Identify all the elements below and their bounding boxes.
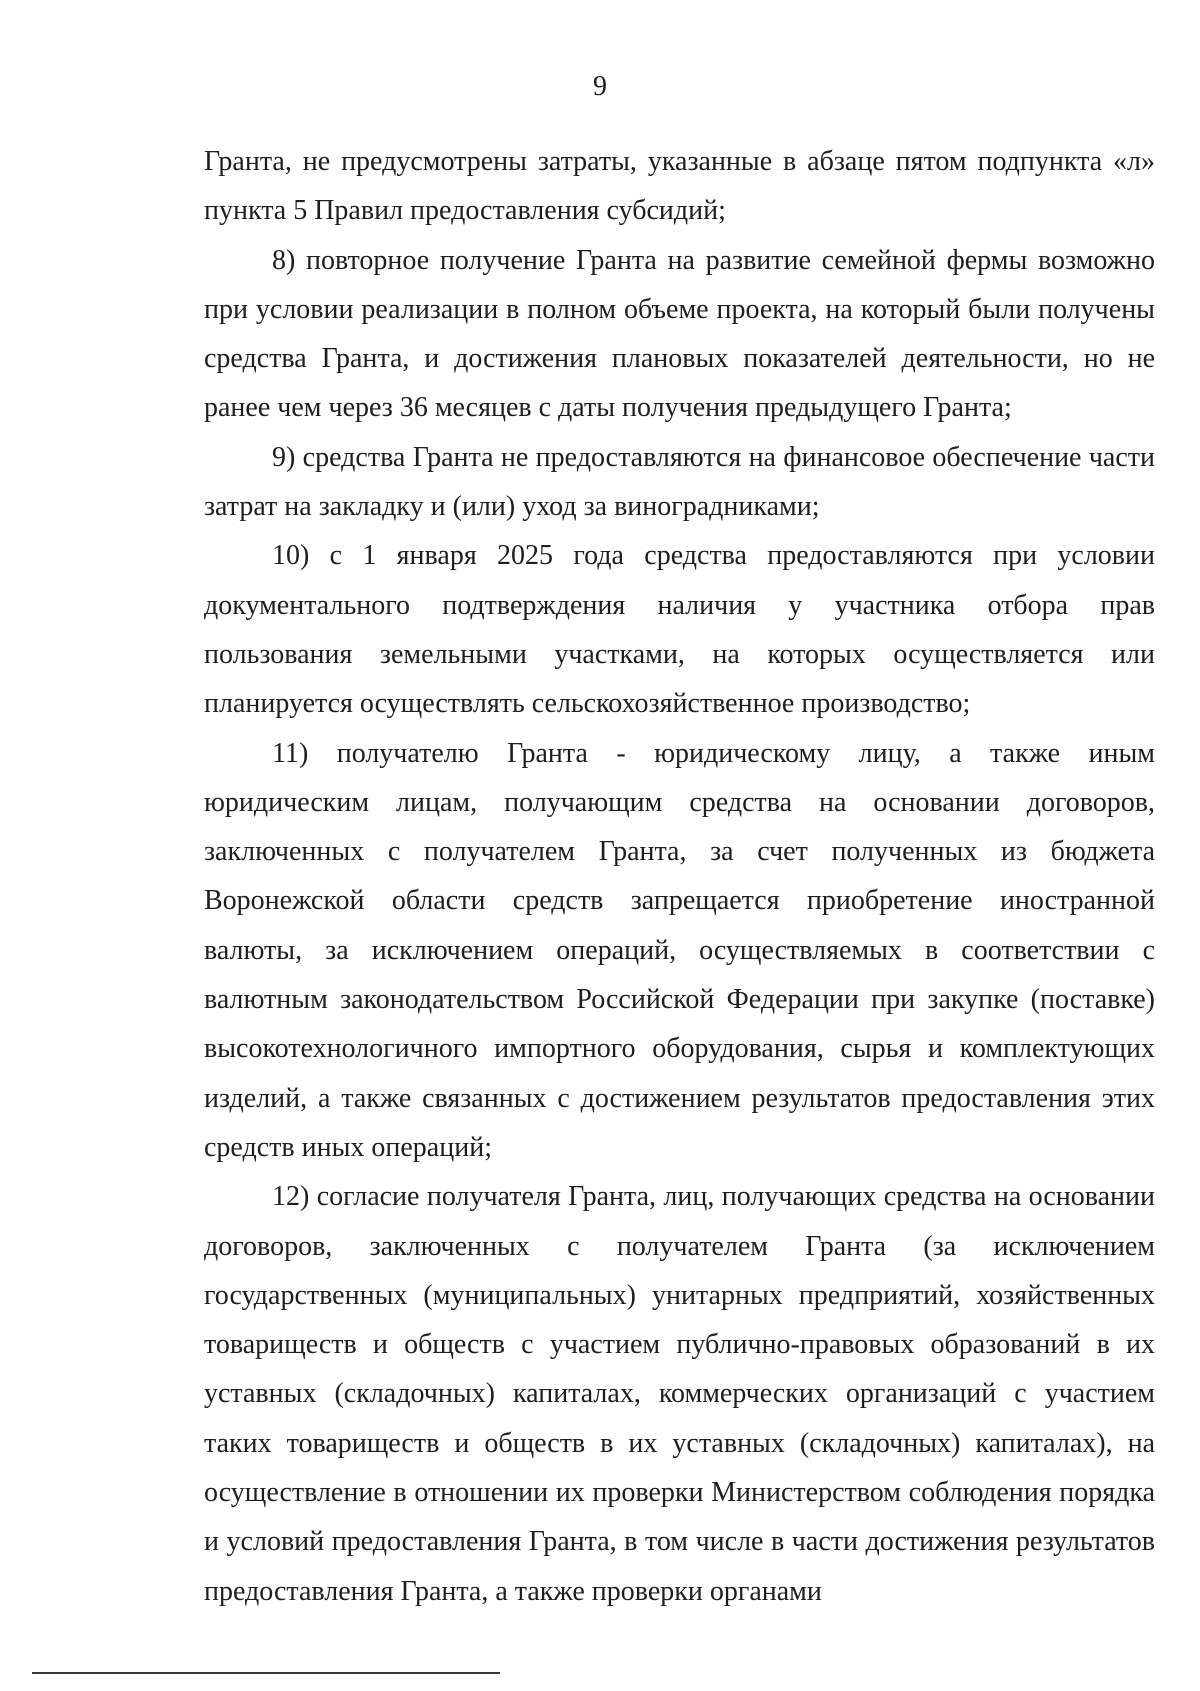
paragraph-item-8: 8) повторное получение Гранта на развитие семейной фермы возможно при условии реализации в полном объеме проекта, на который были получены средства Гранта, и достижения плановых показателей деятельности, но не ранее чем через 36 месяцев с даты получения предыдущего Гранта; [204,244,1155,424]
page-number: 9 [593,71,607,102]
paragraph-item-10: 10) с 1 января 2025 года средства предоставляются при условии документального подтверждения наличия у участника отбора прав пользования земельными участками, на которых осуществляется или планируется осуществлять сельскохозяйственное производство; [204,540,1155,720]
paragraph-item-11: 11) получателю Гранта - юридическому лицу, а также иным юридическим лицам, получающим средства на основании договоров, заключенных с получателем Гранта, за счет полученных из бюджета Воронежской области средств запрещается приобретение иностранной валюты, за исключением операций, осуществляемых в соответствии с валютным законодательством Российской Федерации при закупке (поставке) высокотехнологичного импортного оборудования, сырья и комплектующих изделий, а также связанных с достижением результатов предоставления этих средств иных операций; [204,737,1155,1163]
paragraph-item-9: 9) средства Гранта не предоставляются на финансовое обеспечение части затрат на закладку и (или) уход за виноградниками; [204,441,1155,523]
bottom-divider-line [32,1672,500,1674]
paragraph-continuation: Гранта, не предусмотрены затраты, указанные в абзаце пятом подпункта «л» пункта 5 Правил предоставления субсидий; [204,146,1155,227]
document-body [204,137,1155,1616]
paragraph-item-12: 12) согласие получателя Гранта, лиц, получающих средства на основании договоров, заключенных с получателем Гранта (за исключением государственных (муниципальных) унитарных предприятий, хозяйственных товариществ и обществ с участием публично-правовых образований в их уставных (складочных) капиталах, коммерческих организаций с участием таких товариществ и обществ в их уставных (складочных) капиталах), на осуществление в отношении их проверки Министерством соблюдения порядка и условий предоставления Гранта, в том числе в части достижения результатов предоставления Гранта, а также проверки органами [204,1181,1155,1607]
